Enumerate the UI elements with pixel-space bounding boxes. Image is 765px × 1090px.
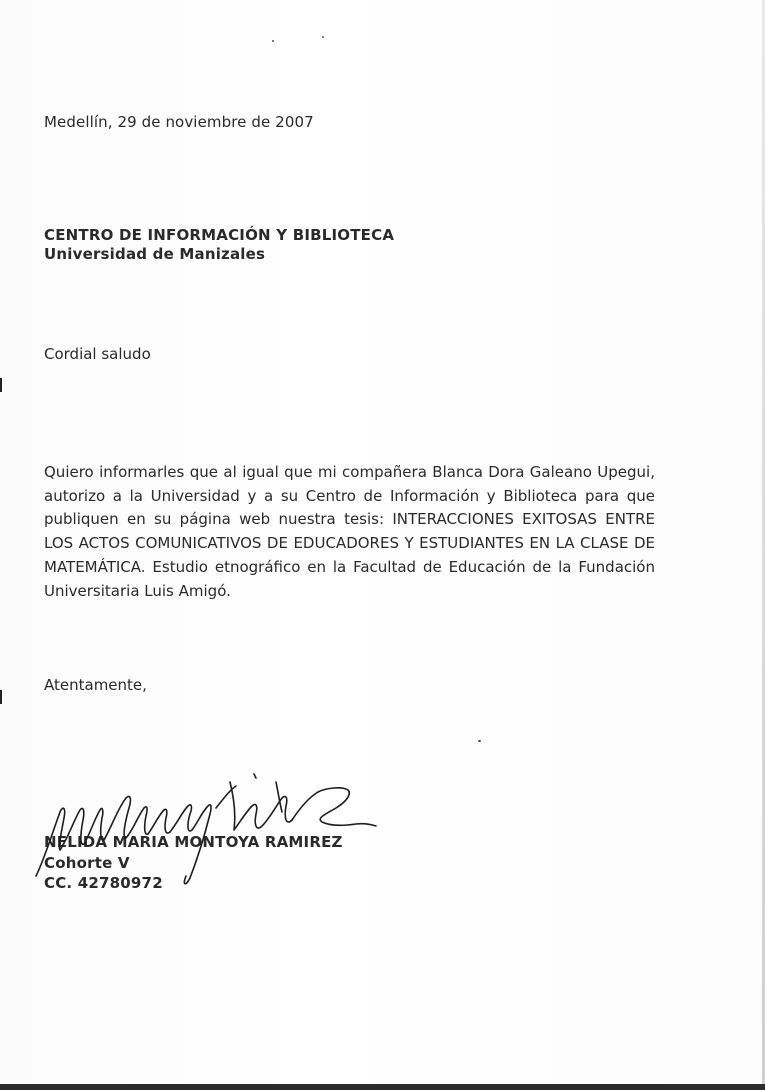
scan-speck [322, 36, 324, 38]
handwritten-signature [30, 768, 390, 888]
signature-stroke [104, 796, 170, 840]
signer-name: NELIDA MARIA MONTOYA RAMIREZ [44, 833, 343, 851]
scan-speck [478, 740, 481, 742]
signature-stroke [254, 774, 256, 778]
recipient-subtitle: Universidad de Manizales [44, 245, 266, 263]
letter-date: Medellín, 29 de noviembre de 2007 [44, 113, 314, 131]
signature-stroke [36, 808, 104, 876]
scan-edge-mark [0, 378, 2, 392]
signer-id: CC. 42780972 [44, 874, 163, 892]
greeting: Cordial saludo [44, 345, 151, 363]
signer-cohort: Cohorte V [44, 854, 130, 872]
signature-stroke [276, 782, 282, 812]
scan-bottom-edge [0, 1084, 765, 1090]
closing: Atentamente, [44, 676, 147, 694]
recipient-title: CENTRO DE INFORMACIÓN Y BIBLIOTECA [44, 226, 395, 244]
signature-stroke [170, 805, 211, 884]
signature-stroke [292, 788, 376, 826]
scan-edge-mark [0, 690, 2, 704]
scan-speck [272, 40, 274, 42]
body-paragraph: Quiero informarles que al igual que mi compañera Blanca Dora Galeano Upegui, autorizo a la Universidad y a su Centro de Información y Biblioteca para que publiquen en su página web nuestra tesis: INTERACCIONES EXITOSAS ENTRE LOS ACTOS COMUNICATIVOS DE EDUCADORES Y ESTUDIANTES EN LA CLASE DE MATEMÁTICA. Estudio etnográfico en la Facultad de Educación de la Fundación Universitaria Luis Amigó. [44, 463, 655, 600]
